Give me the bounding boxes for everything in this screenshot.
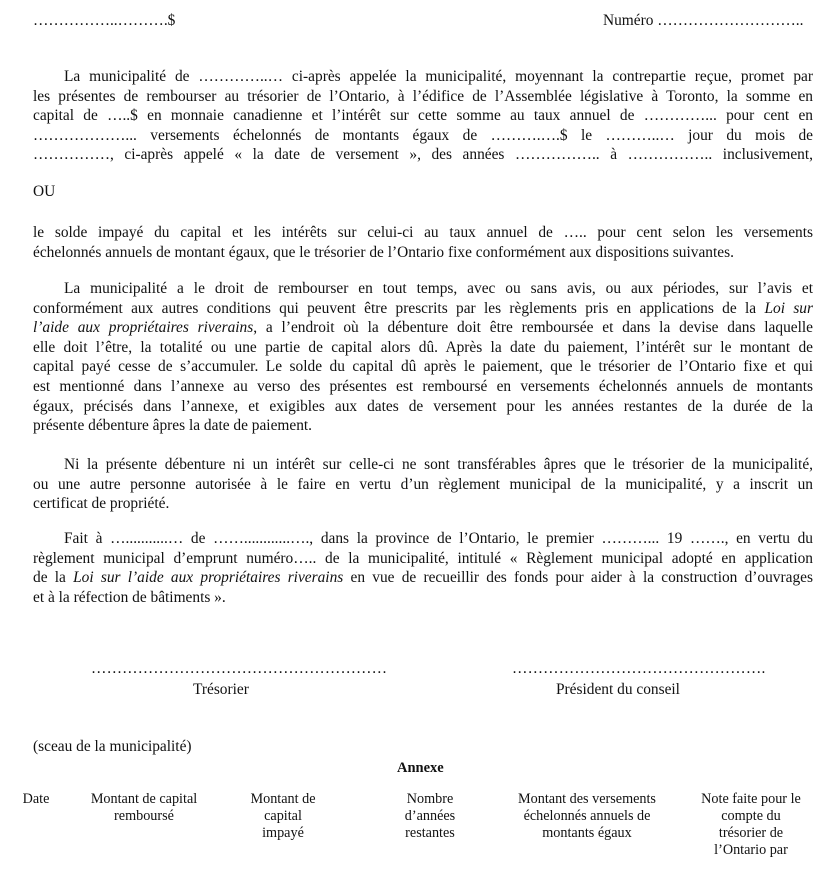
paragraph-transfer [33,455,813,514]
annexe-col-capital-repaid [78,791,210,825]
column-header-line: Montant de [250,791,316,807]
paragraph-line: échelonnés annuels de montant égaux, que le trésorier de l’Ontario fixe conformément aux dispositions suivantes. [33,243,734,261]
paragraph-executed [33,529,813,607]
paragraph-line: capital de …..$ en monnaie canadienne et l’intérêt sur cette somme au taux annuel de …………... pour cent en [33,107,813,125]
column-header-line: Montant des versements [518,791,656,807]
paragraph-line: capital payé cesse de s’accumuler. Le solde du capital dû après le paiement, que le trésorier de l’Ontario fixe et qui [33,358,813,376]
treasurer-label: Trésorier [193,681,249,698]
paragraph-line [33,568,813,588]
text-run: conformément aux autres conditions qui peuvent être prescrits par les règlements pris en applications de la [33,299,765,317]
paragraph-promise [33,67,813,165]
law-title: l’aide aux propriétaires riverains [33,319,254,337]
text-run: de la [33,569,74,587]
law-title: Loi sur [764,299,813,317]
column-header-line: Montant de capital [90,791,198,807]
paragraph-line: certificat de propriété. [33,495,170,513]
annexe-col-capital-unpaid [236,791,330,842]
annexe-col-equal-installments [505,791,669,842]
annexe-col-treasurer-note [690,791,812,859]
paragraph-balance [33,223,813,262]
numero-field: Numéro ……………………….. [603,12,804,29]
treasurer-signature-line: ………………………………………………… [91,660,388,677]
paragraph-line: ou une autre personne autorisée à le faire en vertu d’un règlement municipal de la municipalité, y a inscrit un [33,475,813,493]
column-header-line: échelonnés annuels de [523,808,651,824]
municipal-seal-note: (sceau de la municipalité) [33,738,192,755]
column-header-line: Date [22,791,50,807]
paragraph-line: le solde impayé du capital et les intérêts sur celui-ci au taux annuel de ….. pour cent selon les versements [33,224,813,241]
paragraph-line: égaux, précisés dans l’annexe, et exigibles aux dates de versement pour les années restantes de la durée de la [33,397,813,415]
column-header-line: restantes [405,825,455,841]
column-header-line: remboursé [114,808,174,824]
text-run: , a l’endroit où la débenture doit être remboursée et dans la devise dans laquelle [253,319,813,337]
annexe-col-years-remaining [386,791,474,842]
paragraph-line: présente débenture âpres la date de paiement. [33,417,313,435]
law-title: Loi sur l’aide aux propriétaires riverains [73,569,344,587]
president-signature-line: …………………………………………. [512,660,766,677]
column-header-line: impayé [262,825,304,841]
column-header-line: Note faite pour le [701,791,801,807]
paragraph-line: est mentionné dans l’annexe au verso des présentes est remboursé en versements échelonnés annuels de montants [33,377,813,395]
column-header-line: l’Ontario par [714,842,788,858]
column-header-line: d’années [404,808,456,824]
amount-blank: ……………..……….$ [33,12,176,29]
paragraph-line [33,299,813,319]
column-header-line: trésorier de [718,825,784,841]
or-separator: OU [33,183,56,200]
paragraph-line: ……………, ci-après appelé « la date de versement », des années …………….. à …………….. inclusivement, [33,146,813,164]
column-header-line: capital [264,808,302,824]
paragraph-line: Fait à …...........… de ……............…., dans la province de l’Ontario, le premier ………... 19 ……., en vertu du [64,530,813,547]
paragraph-repayment-right [33,279,813,436]
column-header-line: compte du [721,808,781,824]
column-header-line: montants égaux [542,825,632,841]
paragraph-line: les présentes de rembourser au trésorier de l’Ontario, à l’édifice de l’Assemblée législative à Toronto, la somme en [33,87,813,105]
annexe-col-date [14,791,58,808]
paragraph-line: ………………... versements échelonnés de montants égaux de ……….….$ le ………..… jour du mois de [33,126,813,144]
paragraph-line: La municipalité de …………..… ci-après appelée la municipalité, moyennant la contrepartie reçue, promet par [64,68,813,85]
annexe-title: Annexe [397,760,444,776]
paragraph-line: règlement municipal d’emprunt numéro….. de la municipalité, intitulé « Règlement municipal adopté en application [33,549,813,567]
paragraph-line: Ni la présente débenture ni un intérêt sur celle-ci ne sont transférables âpres que le trésorier de la municipalité, [64,456,813,473]
paragraph-line: elle doit l’être, la totalité ou une partie de capital alors dû. Après la date du paiement, l’intérêt sur le montant de [33,338,813,356]
paragraph-line [33,318,813,338]
paragraph-line: La municipalité a le droit de rembourser en tout temps, avec ou sans avis, ou aux périodes, sur l’avis et [64,280,813,297]
paragraph-line: et à la réfection de bâtiments ». [33,588,226,606]
president-label: Président du conseil [556,681,680,698]
text-run: en vue de recueillir des fonds pour aider à la construction d’ouvrages [343,569,813,587]
column-header-line: Nombre [406,791,454,807]
